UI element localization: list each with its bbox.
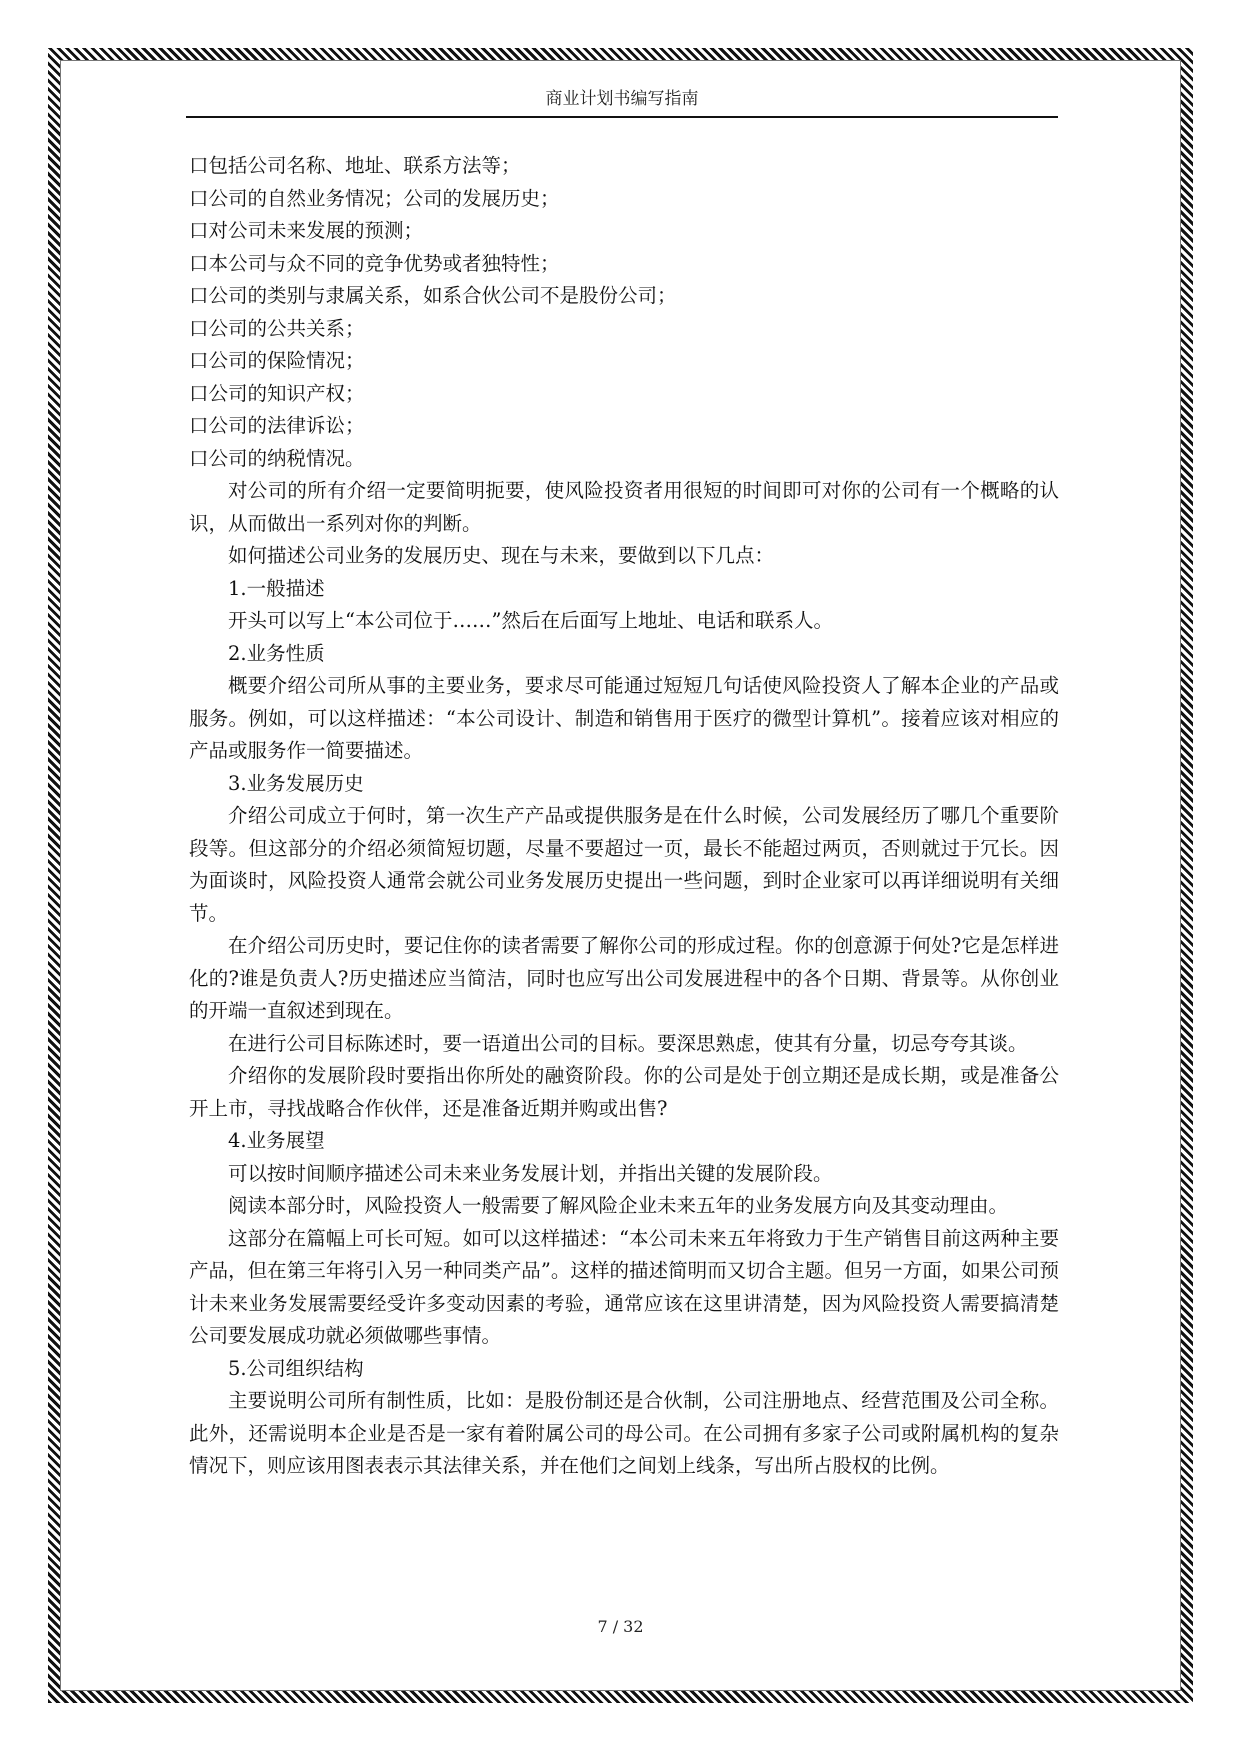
paragraph: 介绍你的发展阶段时要指出你所处的融资阶段。你的公司是处于创立期还是成长期，或是准备公开上市，寻找战略合作伙伴，还是准备近期并购或出售? xyxy=(189,1064,1059,1120)
list-item: 口对公司未来发展的预测； xyxy=(189,219,424,242)
list-item: 口公司的知识产权； xyxy=(189,381,365,405)
paragraph: 阅读本部分时，风险投资人一般需要了解风险企业未来五年的业务发展方向及其变动理由。 xyxy=(228,1194,1009,1217)
list-item: 口本公司与众不同的竞争优势或者独特性； xyxy=(189,251,560,275)
list-item: 口公司的公共关系； xyxy=(189,316,365,340)
paragraph: 在介绍公司历史时，要记住你的读者需要了解你公司的形成过程。你的创意源于何处?它是怎样进化的?谁是负责人?历史描述应当简洁，同时也应写出公司发展进程中的各个日期、背景等。从你创业的开端一直叙述到现在。 xyxy=(189,934,1059,1022)
list-item: 口包括公司名称、地址、联系方法等； xyxy=(189,154,521,177)
paragraph: 如何描述公司业务的发展历史、现在与未来，要做到以下几点： xyxy=(228,544,775,567)
paragraph: 对公司的所有介绍一定要简明扼要，使风险投资者用很短的时间即可对你的公司有一个概略的认识，从而做出一系列对你的判断。 xyxy=(189,479,1059,535)
section-heading: 5.公司组织结构 xyxy=(228,1356,364,1380)
section-heading: 2.业务性质 xyxy=(228,641,325,665)
paragraph: 介绍公司成立于何时，第一次生产产品或提供服务是在什么时候，公司发展经历了哪几个重要阶段等。但这部分的介绍必须简短切题，尽量不要超过一页，最长不能超过两页，否则就过于冗长。因为面谈时，风险投资人通常会就公司业务发展历史提出一些问题，到时企业家可以再详细说明有关细节。 xyxy=(189,804,1059,925)
section-heading: 3.业务发展历史 xyxy=(228,771,364,795)
list-item: 口公司的自然业务情况；公司的发展历史； xyxy=(189,186,560,210)
page-number-text: 7 / 32 xyxy=(597,1617,644,1636)
document-body xyxy=(189,150,1059,1483)
page-number xyxy=(0,1617,1241,1636)
paragraph: 开头可以写上“本公司位于……”然后在后面写上地址、电话和联系人。 xyxy=(228,609,833,632)
paragraph: 可以按时间顺序描述公司未来业务发展计划，并指出关键的发展阶段。 xyxy=(228,1161,833,1185)
paragraph: 主要说明公司所有制性质，比如：是股份制还是合伙制，公司注册地点、经营范围及公司全称。此外，还需说明本企业是否是一家有着附属公司的母公司。在公司拥有多家子公司或附属机构的复杂情况下，则应该用图表表示其法律关系，并在他们之间划上线条，写出所占股权的比例。 xyxy=(189,1389,1059,1477)
header-title: 商业计划书编写指南 xyxy=(545,89,699,109)
list-item: 口公司的纳税情况。 xyxy=(189,446,365,470)
list-item: 口公司的法律诉讼； xyxy=(189,414,365,437)
list-item: 口公司的保险情况； xyxy=(189,349,365,372)
paragraph: 这部分在篇幅上可长可短。如可以这样描述：“本公司未来五年将致力于生产销售目前这两种主要产品，但在第三年将引入另一种同类产品”。这样的描述简明而又切合主题。但另一方面，如果公司预计未来业务发展需要经受许多变动因素的考验，通常应该在这里讲清楚，因为风险投资人需要搞清楚公司要发展成功就必须做哪些事情。 xyxy=(189,1226,1059,1347)
running-header xyxy=(186,86,1058,118)
list-item: 口公司的类别与隶属关系，如系合伙公司不是股份公司； xyxy=(189,284,677,307)
paragraph: 概要介绍公司所从事的主要业务，要求尽可能通过短短几句话使风险投资人了解本企业的产品或服务。例如，可以这样描述：“本公司设计、制造和销售用于医疗的微型计算机”。接着应该对相应的产品或服务作一简要描述。 xyxy=(189,674,1059,762)
section-heading: 4.业务展望 xyxy=(228,1129,325,1152)
paragraph: 在进行公司目标陈述时，要一语道出公司的目标。要深思熟虑，使其有分量，切忌夸夸其谈。 xyxy=(228,1031,1028,1055)
section-heading: 1.一般描述 xyxy=(228,576,325,600)
